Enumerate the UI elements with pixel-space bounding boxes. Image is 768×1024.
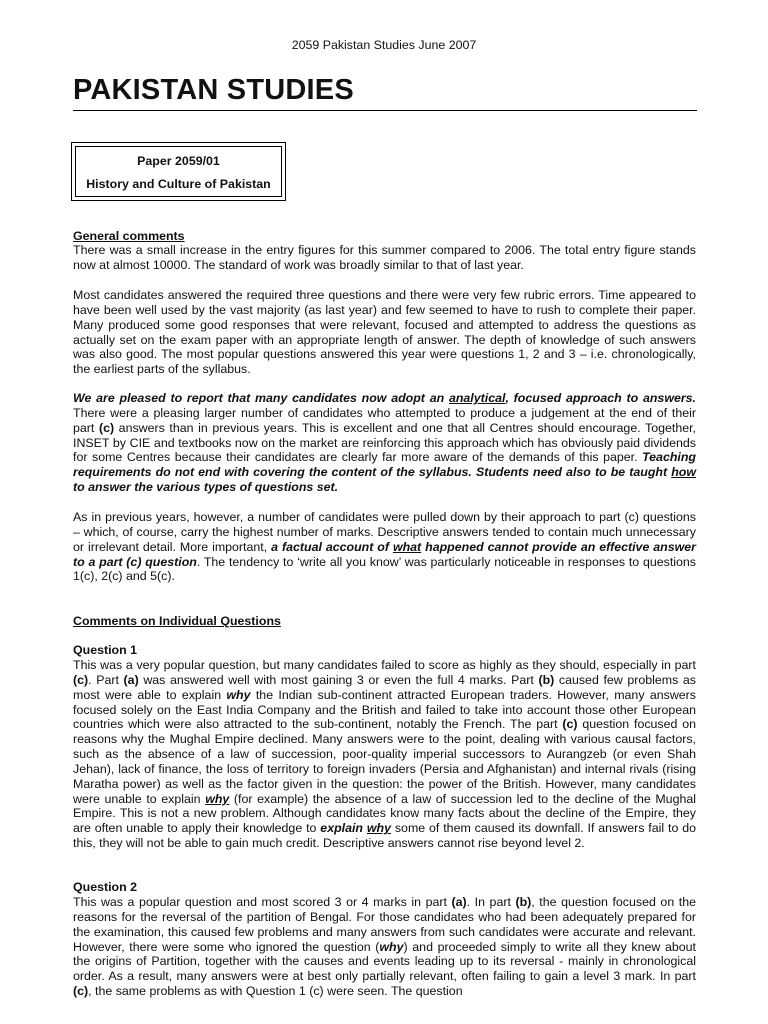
question-1-body [73, 658, 696, 851]
running-header: 2059 Pakistan Studies June 2007 [291, 38, 477, 52]
q1-text-g: caused few problems as most were able to explain [73, 672, 696, 702]
q1-why-1: why [226, 687, 251, 702]
p3-part-c: (c) [98, 420, 115, 435]
q2-text-a: This was a popular question and most scored 3 or 4 marks in part [73, 895, 452, 909]
question-2-heading: Question 2 [73, 880, 138, 894]
q1-text-i: the Indian sub-continent attracted European traders. However, many answers focused solely on the East India Company and the British and failed to take into account those other European countries which were also attracted to the sub-continent, notably the French. The part [73, 687, 696, 732]
paper-subject: History and Culture of Pakistan [86, 177, 271, 191]
q1-text-a: This was a very popular question, but many candidates failed to score as highly as they should, especially in part [73, 658, 696, 672]
p4-what: what [392, 539, 422, 554]
p4-emphasis-1: a factual account of [271, 539, 393, 554]
q1-why-3: why [366, 821, 391, 836]
p3-emphasis-1: We are pleased to report that many candidates now adopt an [73, 391, 449, 405]
q2-part-c: (c) [73, 984, 89, 999]
q2-text-i: , the same problems as with Question 1 (c) were seen. The question [88, 984, 463, 999]
q2-why: why [379, 939, 404, 954]
p4-emphasis-2: happened cannot provide an effective answer to a part (c) question [73, 539, 696, 569]
q2-text-c: . In part [466, 895, 516, 909]
q2-part-a: (a) [451, 895, 467, 909]
paper-number: Paper 2059/01 [137, 154, 220, 168]
question-2-body [73, 895, 696, 999]
q1-part-a: (a) [123, 672, 139, 687]
q2-part-b: (b) [515, 895, 532, 909]
p3-emphasis-4: to answer the various types of questions set. [73, 480, 339, 495]
q1-text-p: some of them caused its downfall. If answers fail to do this, they will not be able to gain much credit. Descriptive answers cannot rise beyond level 2. [73, 821, 696, 851]
q1-part-c-2: (c) [562, 717, 578, 732]
q1-part-c: (c) [73, 672, 89, 687]
p3-emphasis-3: Teaching requirements do not end with covering the content of the syllabus. Students need also to be taught [73, 450, 696, 480]
p4-text-1: As in previous years, however, a number of candidates were pulled down by their approach to part (c) questions – which, of course, carry the highest number of marks. Descriptive answers tended to contain much unnecessary or irrelevant detail. More important, [73, 510, 696, 554]
q1-text-c: . Part [88, 672, 124, 687]
q1-part-b: (b) [538, 672, 555, 687]
q1-why-2: why [205, 791, 230, 806]
general-paragraph-1: There was a small increase in the entry figures for this summer compared to 2006. The total entry figure stands now at almost 10000. The standard of work was broadly similar to that of last year. [73, 243, 696, 272]
p3-text-2: answers than in previous years. This is excellent and one that all Centres should encourage. Together, INSET by CIE and textbooks now on the market are reinforcing this approach which has obviously paid dividends for some Centres because their candidates are clearly far more aware of the demands of this paper. [73, 420, 696, 465]
individual-questions-heading: Comments on Individual Questions [73, 614, 281, 628]
general-paragraph-3 [73, 391, 696, 495]
page-title: PAKISTAN STUDIES [73, 74, 354, 106]
general-paragraph-2: Most candidates answered the required three questions and there were very few rubric errors. Time appeared to have been well used by the vast majority (as last year) and few seemed to have to rush to complete their paper. Many produced some good responses that were relevant, focused and attempted to address the questions as actually set on the exam paper with an appropriate length of answer. The depth of knowledge of such answers was also good. The most popular questions answered this year were questions 1, 2 and 3 – i.e. chronologically, the earliest parts of the syllabus. [73, 288, 696, 377]
p3-text-1: There were a pleasing larger number of candidates who attempted to produce a judgement at the end of their part [73, 405, 696, 435]
paper-info-box-inner [75, 146, 282, 197]
general-paragraph-4 [73, 510, 696, 584]
p4-text-2: . The tendency to ‘write all you know’ was particularly noticeable in responses to questions 1(c), 2(c) and 5(c). [73, 554, 696, 584]
q1-text-e: was answered well with most gaining 3 or even the full 4 marks. Part [138, 672, 539, 687]
p3-analytical: analytical [448, 391, 506, 405]
p3-emphasis-2: , focused approach to answers. [505, 391, 697, 405]
q1-text-m: (for example) the absence of a law of succession led to the decline of the Mughal Empire. This is not a new problem. Although candidates know many facts about the decline of the Empire, they are often unable to apply their knowledge to [73, 791, 696, 836]
p3-how: how [671, 465, 696, 480]
general-comments-heading: General comments [73, 229, 185, 243]
title-underline-rule [73, 110, 697, 111]
q2-text-e: , the question focused on the reasons for the reversal of the partition of Bengal. For those candidates who had been adequately prepared for the examination, this caused few problems and many answers from such candidates were accurate and relevant. However, there were some who ignored the question ( [73, 895, 696, 954]
question-1-heading: Question 1 [73, 643, 138, 657]
q1-explain: explain [320, 821, 367, 836]
q1-text-k: question focused on reasons why the Mughal Empire declined. Many answers were to the point, dealing with various causal factors, such as the absence of a law of succession, poor-quality imperial successors to Aurangzeb (or even Shah Jehan), lack of finance, the loss of territory to foreign invaders (Persia and Afghanistan) and internal rivals (rising Maratha power) as well as the factor given in the question: the power of the British. However, many candidates were unable to explain [73, 717, 696, 806]
q2-text-g: ) and proceeded simply to write all they knew about the origins of Partition, together with the causes and events leading up to its reversal - mainly in chronological order. As a result, many answers were at best only partially relevant, often failing to gain a level 3 mark. In part [73, 939, 696, 984]
paper-info-box [71, 142, 286, 201]
